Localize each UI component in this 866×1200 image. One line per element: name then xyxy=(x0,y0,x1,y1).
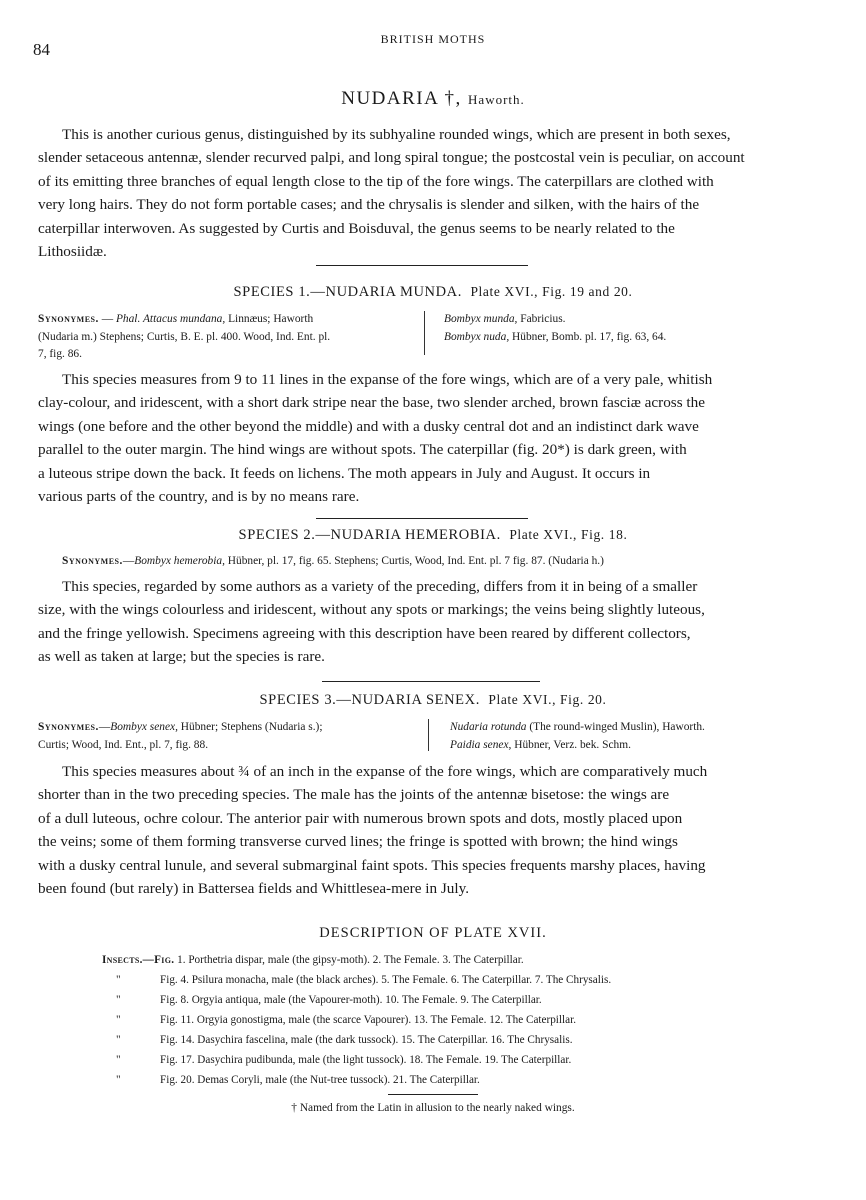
species-3-synonyms-right: Nudaria rotunda (The round-winged Muslin), Haworth. Paidia senex, Hübner, Verz. bek. Schm. xyxy=(450,721,705,751)
section-divider xyxy=(322,681,540,682)
text-line: shorter than in the two preceding species. The male has the joints of the antennæ bisetose: the wings are xyxy=(38,786,670,804)
section-divider xyxy=(316,518,528,519)
page-number: 84 xyxy=(33,40,50,59)
text-line: This species, regarded by some authors as a variety of the preceding, differs from it in being of a smaller xyxy=(62,578,698,595)
text-line: and the fringe yellowish. Specimens agreeing with this description have been reared by different collectors, xyxy=(38,624,691,642)
species-1-description xyxy=(38,368,814,508)
species-1-synonyms-right: Bombyx munda, Fabricius. Bombyx nuda, Hübner, Bomb. pl. 17, fig. 63, 64. xyxy=(444,313,667,343)
plate-description-list xyxy=(102,950,611,1090)
species-2-description xyxy=(38,575,814,669)
list-item: " Fig. 17. Dasychira pudibunda, male (the light tussock). 18. The Female. 19. The Caterpillar. xyxy=(116,1054,572,1066)
text-line: with a dusky central lunule, and several submarginal faint spots. This species frequents marshy places, having xyxy=(38,856,706,874)
text-line: as well as taken at large; but the species is rare. xyxy=(38,648,325,666)
section-divider xyxy=(316,265,528,266)
text-line: the veins; some of them forming transverse curved lines; the fringe is spotted with brown; the hind wings xyxy=(38,833,678,851)
footnote: † Named from the Latin in allusion to the nearly naked wings. xyxy=(291,1102,575,1114)
text-line: size, with the wings colourless and iridescent, without any spots or markings; the veins being slightly luteous, xyxy=(38,601,705,619)
text-line: parallel to the outer margin. The hind wings are without spots. The caterpillar (fig. 20*) is dark green, with xyxy=(38,441,687,459)
text-line: wings (one before and the other beyond the middle) and with a dusky central dot and an indistinct dark wave xyxy=(38,417,699,435)
text-line: This is another curious genus, distinguished by its subhyaline rounded wings, which are present in both sexes, xyxy=(62,126,731,143)
species-2-heading: SPECIES 2.—NUDARIA HEMEROBIA. Plate XVI., Fig. 18. xyxy=(238,527,628,543)
text-line: a luteous stripe down the back. It feeds on lichens. The moth appears in July and August. It occurs in xyxy=(38,464,651,482)
footnote-divider xyxy=(388,1094,478,1095)
genus-name: NUDARIA xyxy=(341,88,439,109)
list-item: " Fig. 11. Orgyia gonostigma, male (the scarce Vapourer). 13. The Female. 12. The Caterpillar. xyxy=(116,1014,577,1026)
species-3-description xyxy=(38,760,814,900)
text-line: very long hairs. They do not form portable cases; and the chrysalis is slender and silken, with the hairs of the xyxy=(38,196,700,214)
text-line: This species measures from 9 to 11 lines in the expanse of the fore wings, which are of a very pale, whitish xyxy=(62,371,713,388)
text-line: This species measures about ¾ of an inch in the expanse of the fore wings, which are comparatively much xyxy=(62,763,708,780)
dagger-mark: †, xyxy=(444,88,462,109)
text-line: various parts of the country, and is by no means rare. xyxy=(38,488,360,506)
list-item: Insects.—Fig. 1. Porthetria dispar, male (the gipsy-moth). 2. The Female. 3. The Caterpillar. xyxy=(102,954,524,966)
running-title: BRITISH MOTHS xyxy=(380,32,486,46)
list-item: " Fig. 14. Dasychira fascelina, male (the dark tussock). 15. The Caterpillar. 16. The Chrysalis. xyxy=(116,1034,573,1046)
text-line: of a dull luteous, ochre colour. The anterior pair with numerous brown spots and dots, mostly placed upon xyxy=(38,809,683,827)
synonym-divider xyxy=(428,719,429,751)
list-item: " Fig. 4. Psilura monacha, male (the black arches). 5. The Female. 6. The Caterpillar. 7. The Chrysalis. xyxy=(116,974,612,986)
species-2-synonyms: Synonymes.—Bombyx hemerobia, Hübner, pl. 17, fig. 65. Stephens; Curtis, Wood, Ind. Ent. pl. 7 fig. 87. (Nudaria h.) xyxy=(62,555,604,567)
text-line: been found (but rarely) in Battersea fields and Whittlesea-mere in July. xyxy=(38,880,470,898)
text-line: slender setaceous antennæ, slender recurved palpi, and long spiral tongue; the postcostal vein is peculiar, on account xyxy=(38,149,745,167)
text-line: of its emitting three branches of equal length close to the tip of the fore wings. The caterpillars are clothed with xyxy=(38,172,714,190)
synonym-divider xyxy=(424,311,425,355)
species-3-heading: SPECIES 3.—NUDARIA SENEX. Plate XVI., Fig. 20. xyxy=(259,692,607,708)
text-line: caterpillar interwoven. As suggested by Curtis and Boisduval, the genus seems to be nearly related to the xyxy=(38,219,675,237)
species-1-heading: SPECIES 1.—NUDARIA MUNDA. Plate XVI., Fig. 19 and 20. xyxy=(233,284,633,300)
genus-title xyxy=(0,88,866,110)
text-line: Lithosiidæ. xyxy=(38,243,107,261)
intro-paragraph xyxy=(38,123,814,263)
genus-author: Haworth. xyxy=(468,92,525,107)
species-1-synonyms-left: Synonymes. — Phal. Attacus mundana, Linnæus; Haworth (Nudaria m.) Stephens; Curtis, B. E. pl. 400. Wood, Ind. Ent. pl. 7, fig. 86. xyxy=(38,313,331,360)
text-line: clay-colour, and iridescent, with a short dark stripe near the base, two slender arched, brown fasciæ across the xyxy=(38,394,705,412)
list-item: " Fig. 20. Demas Coryli, male (the Nut-tree tussock). 21. The Caterpillar. xyxy=(116,1074,480,1086)
species-3-synonyms-left: Synonymes.—Bombyx senex, Hübner; Stephens (Nudaria s.); Curtis; Wood, Ind. Ent., pl. 7, fig. 88. xyxy=(38,721,323,751)
plate-description-title: DESCRIPTION OF PLATE XVII. xyxy=(319,925,547,941)
list-item: " Fig. 8. Orgyia antiqua, male (the Vapourer-moth). 10. The Female. 9. The Caterpillar. xyxy=(116,994,542,1006)
